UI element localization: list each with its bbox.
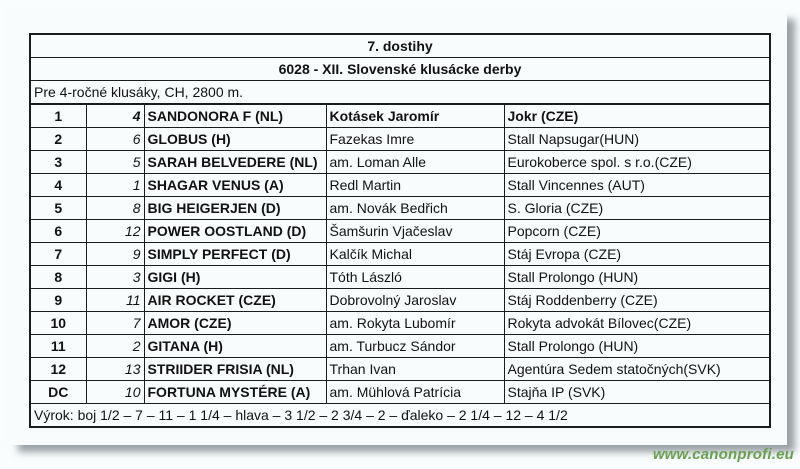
entry-row [30, 266, 770, 289]
entry-horse: FORTUNA MYSTÉRE (A) [144, 381, 326, 404]
entry-draw: 10 [86, 381, 144, 404]
entry-stable: S. Gloria (CZE) [504, 197, 770, 220]
entry-stable: Stajňa IP (SVK) [504, 381, 770, 404]
entry-horse: AMOR (CZE) [144, 312, 326, 335]
entry-horse: SARAH BELVEDERE (NL) [144, 151, 326, 174]
entry-position: 4 [30, 174, 86, 197]
entry-driver: Redl Martin [326, 174, 504, 197]
entry-horse: BIG HEIGERJEN (D) [144, 197, 326, 220]
document-page [6, 8, 787, 445]
entry-driver: Fazekas Imre [326, 128, 504, 151]
race-name-row [30, 58, 770, 81]
entry-draw: 7 [86, 312, 144, 335]
entry-horse: GLOBUS (H) [144, 128, 326, 151]
entry-driver: Tóth László [326, 266, 504, 289]
entry-driver: am. Turbucz Sándor [326, 335, 504, 358]
entry-draw: 12 [86, 220, 144, 243]
entry-row [30, 243, 770, 266]
entry-driver: Dobrovolný Jaroslav [326, 289, 504, 312]
entry-position: 10 [30, 312, 86, 335]
entry-position: 3 [30, 151, 86, 174]
entry-draw: 8 [86, 197, 144, 220]
entry-horse: GIGI (H) [144, 266, 326, 289]
race-conditions: Pre 4-ročné klusáky, CH, 2800 m. [30, 81, 770, 105]
entry-driver: am. Mühlová Patrícia [326, 381, 504, 404]
entry-stable: Stall Napsugar(HUN) [504, 128, 770, 151]
entry-driver: Kalčík Michal [326, 243, 504, 266]
entry-position: 9 [30, 289, 86, 312]
entry-row [30, 128, 770, 151]
entry-draw: 6 [86, 128, 144, 151]
entry-row [30, 151, 770, 174]
entry-row [30, 197, 770, 220]
race-title: 7. dostihy [30, 34, 770, 58]
entry-position: 6 [30, 220, 86, 243]
entry-draw: 13 [86, 358, 144, 381]
entry-draw: 3 [86, 266, 144, 289]
entry-horse: GITANA (H) [144, 335, 326, 358]
entry-row [30, 289, 770, 312]
entry-row [30, 335, 770, 358]
entry-driver: am. Rokyta Lubomír [326, 312, 504, 335]
entry-draw: 9 [86, 243, 144, 266]
entry-draw: 11 [86, 289, 144, 312]
race-conditions-row [30, 81, 770, 105]
entry-horse: AIR ROCKET (CZE) [144, 289, 326, 312]
entry-stable: Jokr (CZE) [504, 104, 770, 128]
race-entry-table [29, 33, 771, 428]
entry-row [30, 312, 770, 335]
entry-position: 11 [30, 335, 86, 358]
entry-position: 8 [30, 266, 86, 289]
verdict-row [30, 404, 770, 428]
entry-driver: am. Loman Alle [326, 151, 504, 174]
race-name: 6028 - XII. Slovenské klusácke derby [30, 58, 770, 81]
entry-driver: am. Novák Bedřich [326, 197, 504, 220]
entry-stable: Agentúra Sedem statočných(SVK) [504, 358, 770, 381]
entry-stable: Rokyta advokát Bílovec(CZE) [504, 312, 770, 335]
entry-horse: SHAGAR VENUS (A) [144, 174, 326, 197]
entry-stable: Eurokoberce spol. s r.o.(CZE) [504, 151, 770, 174]
race-title-row [30, 34, 770, 58]
entry-horse: SANDONORA F (NL) [144, 104, 326, 128]
entry-position: 7 [30, 243, 86, 266]
entry-position: DC [30, 381, 86, 404]
entry-row [30, 358, 770, 381]
entry-driver: Šamšurin Vjačeslav [326, 220, 504, 243]
watermark: www.canonprofi.eu [652, 446, 794, 463]
entry-draw: 1 [86, 174, 144, 197]
entry-stable: Stall Vincennes (AUT) [504, 174, 770, 197]
entry-draw: 2 [86, 335, 144, 358]
entry-driver: Kotásek Jaromír [326, 104, 504, 128]
entry-row [30, 174, 770, 197]
entry-stable: Stall Prolongo (HUN) [504, 266, 770, 289]
entry-stable: Stall Prolongo (HUN) [504, 335, 770, 358]
entry-position: 1 [30, 104, 86, 128]
entry-position: 5 [30, 197, 86, 220]
entry-horse: POWER OOSTLAND (D) [144, 220, 326, 243]
entry-row [30, 381, 770, 404]
entry-driver: Trhan Ivan [326, 358, 504, 381]
entry-draw: 4 [86, 104, 144, 128]
entry-horse: STRIIDER FRISIA (NL) [144, 358, 326, 381]
entry-position: 2 [30, 128, 86, 151]
entry-stable: Stáj Evropa (CZE) [504, 243, 770, 266]
entry-row [30, 220, 770, 243]
race-verdict: Výrok: boj 1/2 – 7 – 11 – 1 1/4 – hlava – 3 1/2 – 2 3/4 – 2 – ďaleko – 2 1/4 – 12 – 4 1/2 [30, 404, 770, 428]
entry-position: 12 [30, 358, 86, 381]
entry-row [30, 104, 770, 128]
entry-stable: Popcorn (CZE) [504, 220, 770, 243]
entry-horse: SIMPLY PERFECT (D) [144, 243, 326, 266]
entry-stable: Stáj Roddenberry (CZE) [504, 289, 770, 312]
entry-draw: 5 [86, 151, 144, 174]
